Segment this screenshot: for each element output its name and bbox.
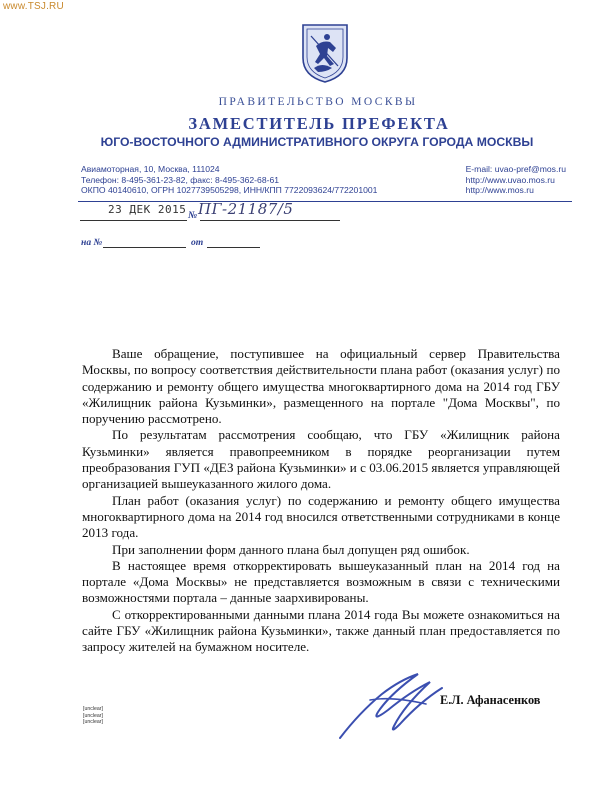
body-paragraph: В настоящее время откорректировать вышеуказанный план на 2014 год на портале «Дома Москвы» не представляется возможным в связи с техническими возможностями портала – данные заархивированы.	[82, 557, 560, 606]
executor-line: [unclear]	[83, 719, 103, 726]
phone-line: Телефон: 8-495-361-23-82, факс: 8-495-362-68-61	[81, 174, 280, 185]
watermark-label: www.TSJ.RU	[3, 1, 64, 12]
body-paragraph: Ваше обращение, поступившее на официальный сервер Правительства Москвы, по вопросу соответствия действительности плана работ (оказания услуг) по содержанию и ремонту общего имущества многоквартирного дома на 2014 год ГБУ «Жилищник района Кузьминки», размещенного на портале "Дома Москвы", по поручению рассмотрено.	[82, 346, 560, 427]
body-paragraph: При заполнении форм данного плана был допущен ряд ошибок.	[112, 541, 470, 557]
letter-body	[82, 346, 560, 656]
handwritten-signature	[330, 660, 450, 745]
reply-from-underline	[207, 247, 260, 248]
address-line: Авиамоторная, 10, Москва, 111024	[81, 164, 220, 174]
contacts-right	[466, 164, 566, 196]
reply-to-underline	[103, 247, 186, 248]
contacts-left	[81, 164, 377, 196]
reply-to-label: на №	[81, 237, 103, 248]
website-line-2: http://www.mos.ru	[465, 185, 534, 196]
header-divider	[78, 201, 572, 202]
body-paragraph: План работ (оказания услуг) по содержанию и ремонту общего имущества многоквартирного дома на 2014 год вносился ответственными сотрудниками в конце 2013 года.	[82, 492, 560, 541]
signer-name: Е.Л. Афанасенков	[440, 693, 541, 707]
government-heading: ПРАВИТЕЛЬСТВО МОСКВЫ	[218, 96, 418, 108]
executor-note	[83, 706, 103, 726]
office-title: ЗАМЕСТИТЕЛЬ ПРЕФЕКТА	[188, 114, 450, 133]
website-line-1: http://www.uvao.mos.ru	[465, 174, 555, 185]
email-line: E-mail: uvao-pref@mos.ru	[465, 164, 566, 174]
body-paragraph: По результатам рассмотрения сообщаю, что ГБУ «Жилищник района Кузьминки» является правопреемником в порядке реорганизации путем преобразования ГУП «ДЕЗ района Кузьминки» и с 03.06.2015 является управляющей организацией вышеуказанного жилого дома.	[82, 427, 560, 492]
registration-number: ПГ-21187/5	[198, 200, 294, 218]
moscow-coat-of-arms-icon	[300, 22, 350, 84]
body-paragraph: С откорректированными данными плана 2014 года Вы можете ознакомиться на сайте ГБУ «Жилищник района Кузьминки», также данный план предоставляется по запросу жителей на бумажном носителе.	[82, 606, 560, 655]
codes-line: ОКПО 40140610, ОГРН 1027739505298, ИНН/КПП 7722093624/772201001	[81, 185, 378, 196]
number-underline	[200, 220, 340, 221]
date-underline	[80, 220, 187, 221]
number-label: №	[188, 210, 198, 221]
reply-from-label: от	[191, 237, 204, 248]
date-stamp: 23 ДЕК 2015	[108, 203, 187, 216]
executor-line: [unclear]	[83, 706, 103, 712]
district-title: ЮГО-ВОСТОЧНОГО АДМИНИСТРАТИВНОГО ОКРУГА ГОРОДА МОСКВЫ	[100, 135, 534, 149]
executor-line: [unclear]	[83, 712, 103, 719]
